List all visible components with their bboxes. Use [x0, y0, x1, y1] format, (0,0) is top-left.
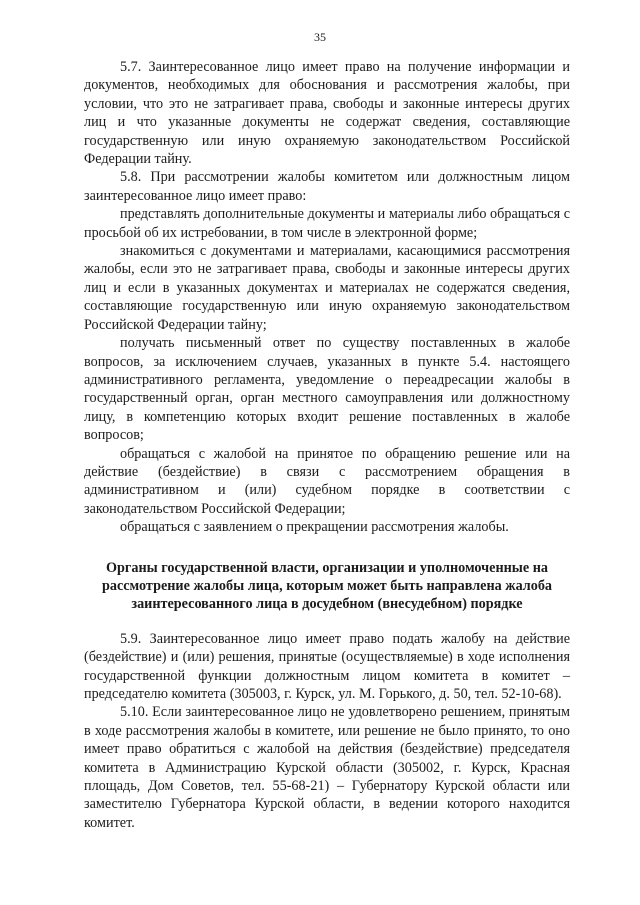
list-item-review-materials: знакомиться с документами и материалами, касающимися рассмотрения жалобы, если это не затрагивает права, свободы и законные интересы других лиц и если в указанных документах и материалах не содержатся сведения, составляющие государственную или иную охраняемую законодательством Российской Федерации тайну; — [84, 243, 570, 333]
document-body — [84, 58, 570, 832]
list-item-appeal-decision: обращаться с жалобой на принятое по обращению решение или на действие (бездействие) в связи с рассмотрением обращения в административном и (или) судебном порядке в соответствии с законодательством Российской Федерации; — [84, 445, 570, 517]
paragraph-5-10: 5.10. Если заинтересованное лицо не удовлетворено решением, принятым в ходе рассмотрения жалобы в комитете, или решение не было принято, то оно имеет право обратиться с жалобой на действия (бездействие) председателя комитета в Администрацию Курской области (305002, г. Курск, Красная площадь, Дом Советов, тел. 55-68-21) – Губернатору Курской области или заместителю Губернатора Курской области, в ведении которого находится комитет. — [84, 704, 570, 831]
list-item-provide-documents: представлять дополнительные документы и материалы либо обращаться с просьбой об их истребовании, в том числе в электронной форме; — [84, 206, 570, 241]
paragraph-5-9: 5.9. Заинтересованное лицо имеет право подать жалобу на действие (бездействие) и (или) решения, принятые (осуществляемые) в ходе исполнения государственной функции должностным лицом комитета в комитет – председателю комитета (305003, г. Курск, ул. М. Горького, д. 50, тел. 52-10-68). — [84, 630, 570, 702]
section-heading: Органы государственной власти, организации и уполномоченные на рассмотрение жалобы лица, которым может быть направлена жалоба заинтересованного лица в досудебном (внесудебном) порядке — [101, 559, 553, 613]
page-number: 35 — [314, 30, 326, 44]
paragraph-5-7: 5.7. Заинтересованное лицо имеет право на получение информации и документов, необходимых для обоснования и рассмотрения жалобы, при условии, что это не затрагивает права, свободы и законные интересы других лиц и что указанные документы не содержат сведения, составляющие государственную или иную охраняемую законодательством Российской Федерации тайну. — [84, 59, 570, 168]
list-item-request-termination: обращаться с заявлением о прекращении рассмотрения жалобы. — [120, 519, 509, 536]
paragraph-5-8: 5.8. При рассмотрении жалобы комитетом или должностным лицом заинтересованное лицо имеет право: — [84, 169, 570, 204]
list-item-receive-answer: получать письменный ответ по существу поставленных в жалобе вопросов, за исключением случаев, указанных в пункте 5.4. настоящего административного регламента, уведомление о переадресации жалобы в государственный орган, орган местного самоуправления или должностному лицу, в компетенцию которых входит решение поставленных в жалобе вопросов; — [84, 335, 570, 444]
